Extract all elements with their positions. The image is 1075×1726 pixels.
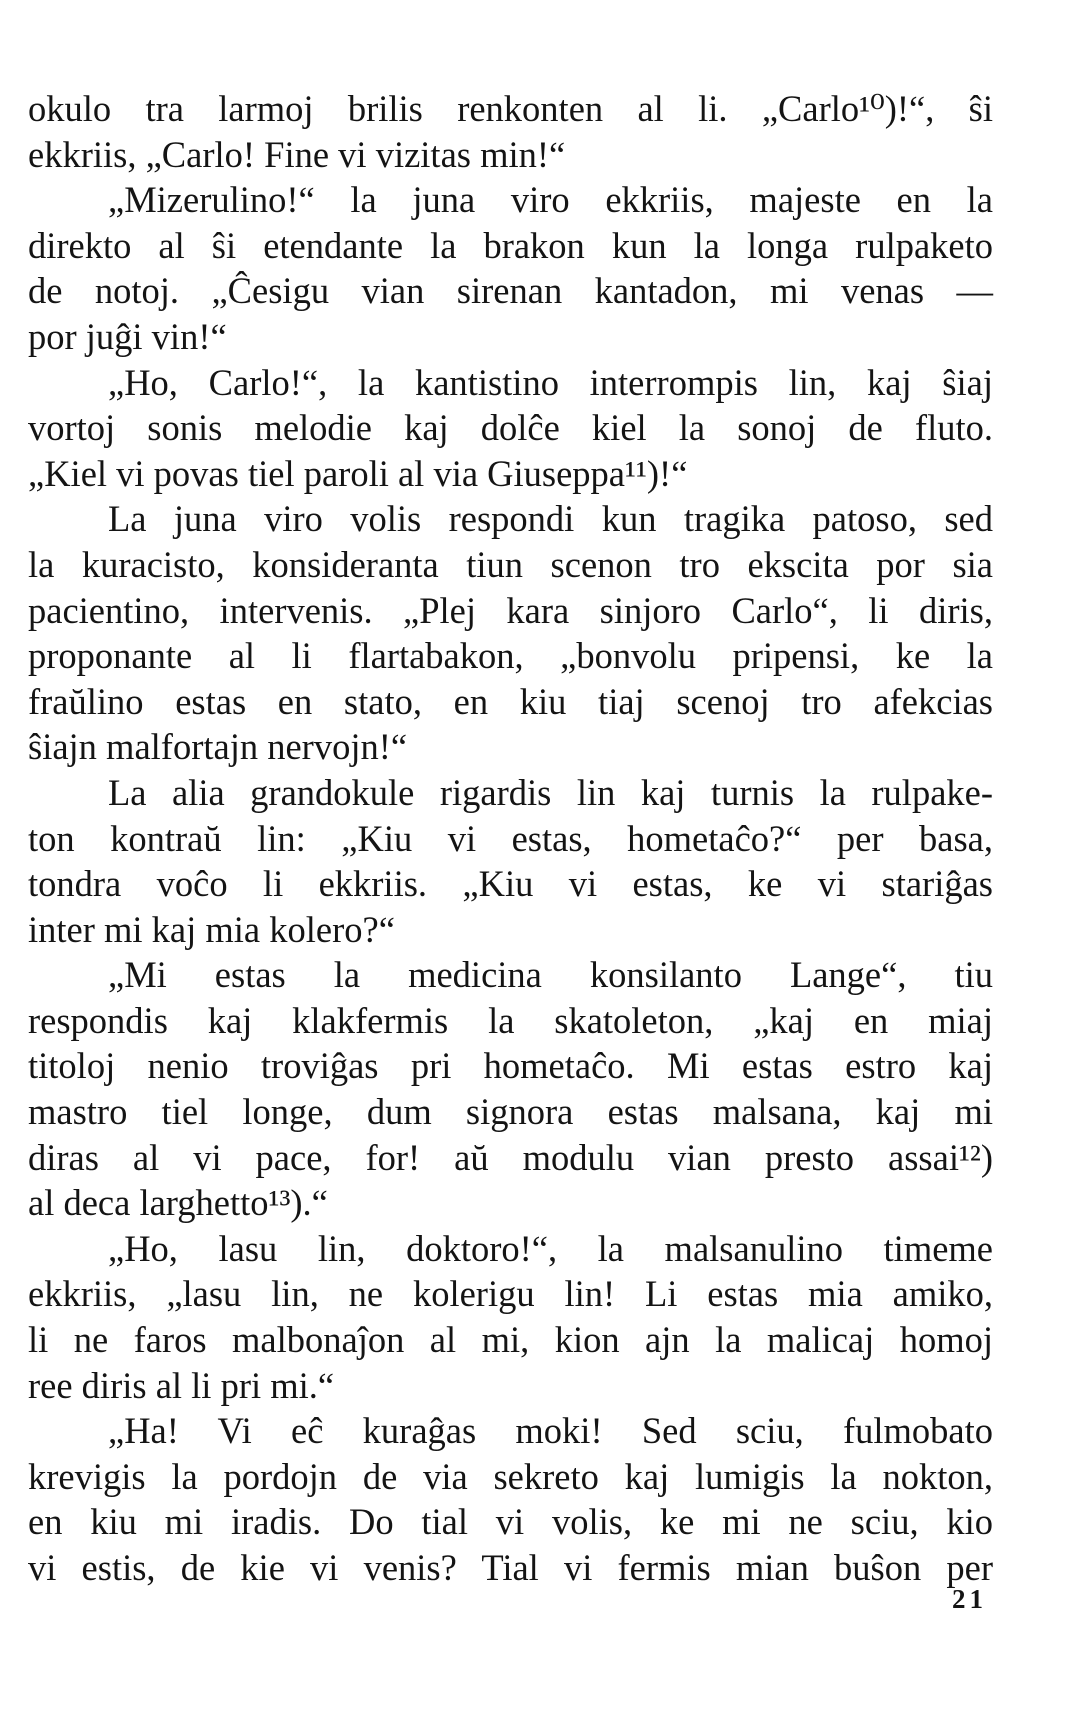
text-line: mastro tiel longe, dum signora estas malsana, kaj mi: [28, 1091, 993, 1133]
text-line: la kuracisto, konsideranta tiun scenon tro ekscita por sia: [28, 543, 993, 585]
text-line: La juna viro volis respondi kun tragika patoso, sed: [108, 498, 993, 540]
text-line: direkto al ŝi etendante la brakon kun la longa rulpaketo: [28, 224, 993, 266]
text-line: al deca larghetto¹³).“: [28, 1182, 328, 1224]
text-line: por juĝi vin!“: [28, 315, 227, 357]
text-line: „Ho, Carlo!“, la kantistino interrompis lin, kaj ŝiaj: [108, 361, 993, 403]
text-line: ŝiajn malfortajn nervojn!“: [28, 726, 408, 768]
text-line: li ne faros malbonaĵon al mi, kion ajn la malicaj homoj: [28, 1319, 993, 1361]
text-line: „Mizerulino!“ la juna viro ekkriis, majeste en la: [108, 179, 993, 221]
text-line: proponante al li flartabakon, „bonvolu pripensi, ke la: [28, 635, 993, 677]
text-line: ree diris al li pri mi.“: [28, 1364, 335, 1406]
text-line: „Ha! Vi eĉ kuraĝas moki! Sed sciu, fulmobato: [108, 1410, 993, 1452]
page-number: 21: [952, 1584, 987, 1614]
text-line: fraŭlino estas en stato, en kiu tiaj scenoj tro afekcias: [28, 680, 993, 722]
text-line: en kiu mi iradis. Do tial vi volis, ke mi ne sciu, kio: [28, 1501, 993, 1543]
text-line: ekkriis, „Carlo! Fine vi vizitas min!“: [28, 133, 566, 175]
body-text: [28, 86, 993, 1591]
text-line: vi estis, de kie vi venis? Tial vi fermis mian buŝon per: [28, 1547, 993, 1588]
text-line: La alia grandokule rigardis lin kaj turnis la rulpake-: [108, 771, 993, 813]
text-line: titoloj nenio troviĝas pri hometaĉo. Mi estas estro kaj: [28, 1045, 993, 1087]
text-line: „Kiel vi povas tiel paroli al via Giuseppa¹¹)!“: [28, 452, 688, 494]
text-line: respondis kaj klakfermis la skatoleton, „kaj en miaj: [28, 999, 993, 1041]
text-line: okulo tra larmoj brilis renkonten al li. „Carlo¹⁰)!“, ŝi: [28, 88, 993, 129]
text-line: tondra voĉo li ekkriis. „Kiu vi estas, ke vi stariĝas: [28, 863, 993, 905]
text-line: diras al vi pace, for! aŭ modulu vian presto assai¹²): [28, 1136, 993, 1178]
text-line: ton kontraŭ lin: „Kiu vi estas, hometaĉo?“ per basa,: [28, 817, 993, 859]
text-line: krevigis la pordojn de via sekreto kaj lumigis la nokton,: [28, 1455, 993, 1497]
text-line: de notoj. „Ĉesigu vian sirenan kantadon, mi venas —: [28, 270, 993, 312]
text-line: ekkriis, „lasu lin, ne kolerigu lin! Li estas mia amiko,: [28, 1273, 993, 1315]
text-line: vortoj sonis melodie kaj dolĉe kiel la sonoj de fluto.: [28, 407, 993, 449]
text-line: „Ho, lasu lin, doktoro!“, la malsanulino timeme: [108, 1227, 993, 1269]
text-line: pacientino, intervenis. „Plej kara sinjoro Carlo“, li diris,: [28, 589, 993, 631]
text-line: „Mi estas la medicina konsilanto Lange“, tiu: [108, 954, 993, 996]
text-line: inter mi kaj mia kolero?“: [28, 908, 395, 950]
